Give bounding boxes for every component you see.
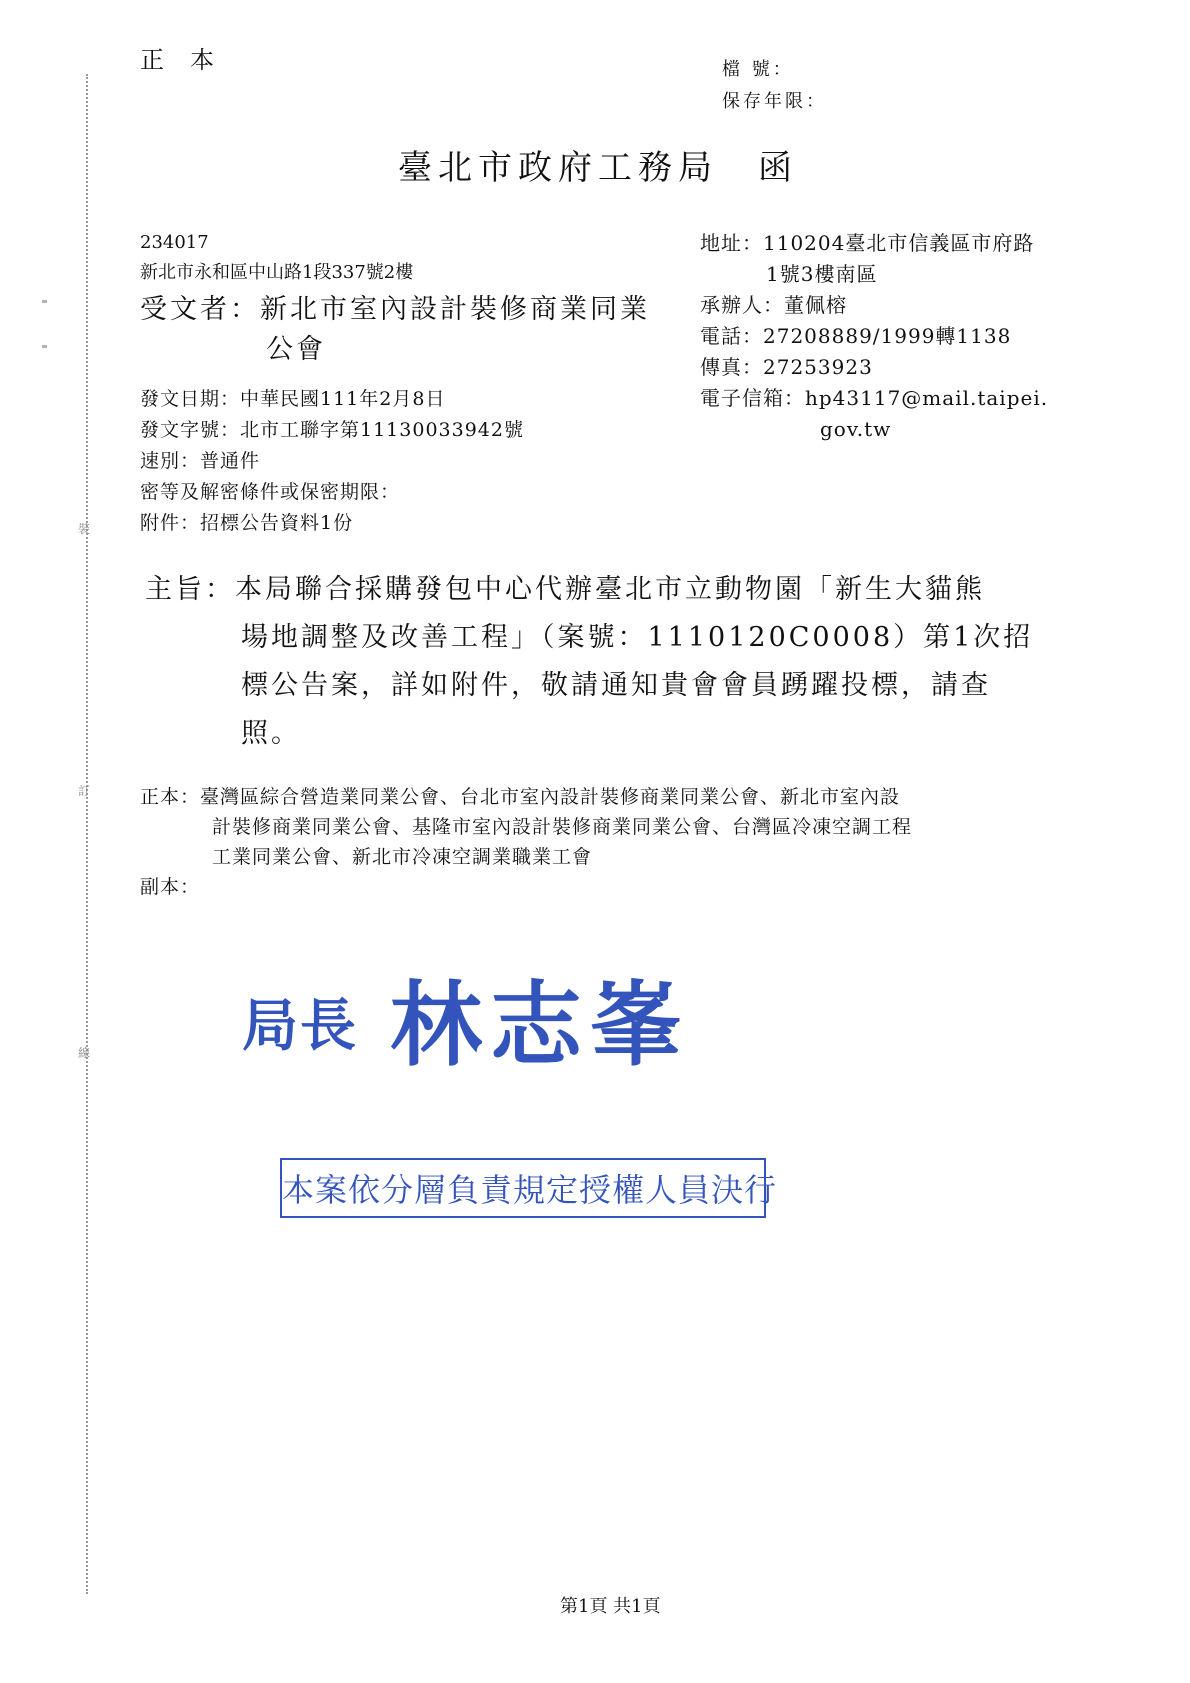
issue-date: 發文日期：中華民國111年2月8日 [140, 388, 446, 410]
delivery-speed: 速別：普通件 [140, 450, 261, 472]
attachment: 附件：招標公告資料1份 [140, 512, 354, 534]
original-recipients-line-2: 計裝修商業同業公會、基隆市室內設計裝修商業同業公會、台灣區冷凍空調工程 [212, 816, 913, 838]
recipient-line-1: 受文者：新北市室內設計裝修商業同業 [140, 294, 650, 325]
office-address-cont: 1號3樓南區 [766, 262, 878, 286]
copy-label: 正本 [140, 46, 240, 74]
scan-dot [42, 300, 47, 303]
subject-line-2: 場地調整及改善工程」（案號：1110120C0008）第1次招 [241, 622, 1034, 653]
file-meta [722, 54, 827, 118]
document-number: 發文字號：北市工聯字第11130033942號 [140, 419, 524, 441]
retention-label: 保存年限： [722, 91, 827, 112]
copy-recipients: 副本： [140, 876, 201, 898]
document-title: 臺北市政府工務局 函 [398, 148, 798, 188]
subject-line-3: 標公告案，詳如附件，敬請通知貴會會員踴躍投標，請查 [241, 670, 991, 701]
subject [145, 566, 1033, 758]
recipient [140, 290, 650, 370]
binding-line [86, 74, 88, 1594]
signature-name: 林志峯 [390, 971, 691, 1079]
scan-dot [42, 345, 47, 348]
binding-mark-zhuang: 裝 [78, 522, 91, 536]
email-cont: gov.tw [820, 417, 892, 441]
signature-title: 局長 [242, 993, 358, 1059]
file-number-label: 檔 號： [722, 59, 794, 80]
recipient-address [140, 228, 413, 288]
handler: 承辦人：董佩榕 [700, 293, 847, 317]
distribution [140, 782, 912, 902]
binding-mark-xian: 線 [78, 1046, 91, 1060]
original-recipients-line-3: 工業同業公會、新北市冷凍空調業職業工會 [212, 846, 593, 868]
subject-line-4: 照。 [241, 718, 301, 749]
phone: 電話：27208889/1999轉1138 [700, 324, 1012, 348]
authorization-stamp: 本案依分層負責規定授權人員決行 [280, 1158, 766, 1218]
binding-mark-ding: 訂 [78, 784, 91, 798]
postal-code: 234017 [140, 232, 209, 253]
document-info [140, 384, 524, 539]
contact-block [700, 228, 1048, 445]
recipient-street-address: 新北市永和區中山路1段337號2樓 [140, 262, 414, 283]
fax: 傳真：27253923 [700, 355, 873, 379]
security-level: 密等及解密條件或保密期限： [140, 481, 401, 503]
page-footer: 第1頁 共1頁 [560, 1596, 661, 1617]
original-recipients-line-1: 正本：臺灣區綜合營造業同業公會、台北市室內設計裝修商業同業公會、新北市室內設 [140, 786, 901, 808]
subject-line-1: 主旨：本局聯合採購發包中心代辦臺北市立動物園「新生大貓熊 [145, 574, 985, 605]
office-address: 地址：110204臺北市信義區市府路 [700, 231, 1035, 255]
email: 電子信箱：hp43117@mail.taipei. [700, 386, 1049, 410]
recipient-line-2: 公會 [266, 334, 326, 365]
